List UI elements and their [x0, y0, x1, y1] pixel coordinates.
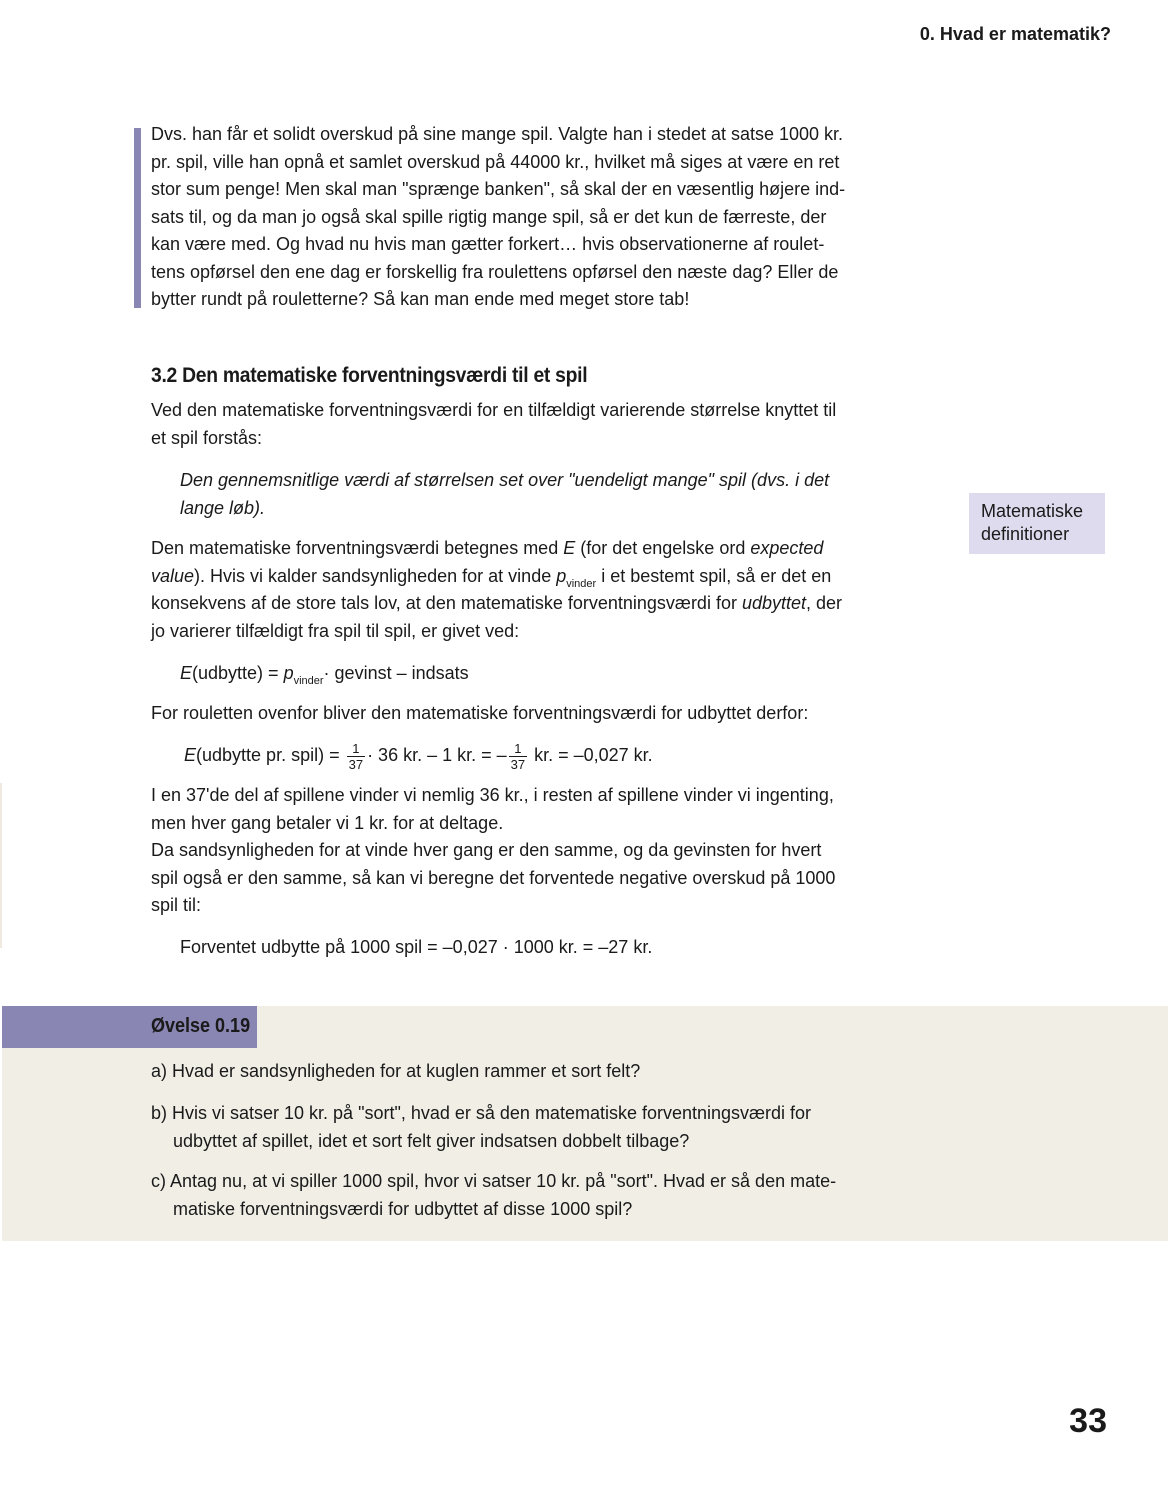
text-line: men hver gang betaler vi 1 kr. for at deltage. [151, 812, 504, 833]
fraction: $\frac{1}{37}$ [510, 740, 526, 772]
lead-paragraph [151, 397, 911, 452]
sidebox-line: definitioner [981, 524, 1070, 544]
text-line: udbyttet af spillet, idet et sort felt giver indsatsen dobbelt tilbage? [173, 1130, 690, 1151]
chapter-header: 0. Hvad er matematik? [919, 24, 1111, 44]
margin-line [0, 783, 2, 948]
text-line: Den matematiske forventningsværdi betegnes med E (for det engelske ord expected [151, 538, 824, 558]
sidebox-line: Matematiske [981, 501, 1084, 521]
text-line: lange løb). [180, 497, 266, 518]
intro-paragraph [151, 121, 911, 314]
text-line: jo varierer tilfældigt fra spil til spil, er givet ved: [151, 620, 520, 641]
formula-expected-value: E(udbytte) = $p_{vinder}\cdot$ gevinst – indsats [180, 663, 469, 687]
text-line: Da sandsynligheden for at vinde hver gang er den samme, og da gevinsten for hvert [151, 840, 822, 860]
definition-paragraph [151, 535, 911, 645]
text-line: b) Hvis vi satser 10 kr. på "sort", hvad er så den matematiske forventningsværdi for [151, 1103, 812, 1123]
definition-text [180, 467, 829, 522]
text-line: konsekvens af de store tals lov, at den matematiske forventningsværdi for udbyttet, der [151, 593, 843, 613]
text-line: Den gennemsnitlige værdi af størrelsen set over "uendeligt mange" spil (dvs. i det [180, 470, 830, 490]
text-line: spil også er den samme, så kan vi beregne det forventede negative overskud på 1000 [151, 867, 836, 888]
text-line: pr. spil, ville han opnå et samlet overskud på 44000 kr., hvilket må siges at være en ret [151, 151, 840, 172]
text-line: Ved den matematiske forventningsværdi for en tilfældigt varierende størrelse knyttet til [151, 400, 837, 420]
text-line: stor sum penge! Men skal man "sprænge banken", så skal der en væsentlig højere ind- [151, 179, 846, 199]
text-line: Dvs. han får et solidt overskud på sine mange spil. Valgte han i stedet at satse 1000 kr. [151, 124, 844, 144]
text-line: spil til: [151, 895, 202, 915]
text-line: sats til, og da man jo også skal spille rigtig mange spil, så er det kun de færreste, der [151, 206, 827, 227]
exercise-title: Øvelse 0.19 [151, 1015, 251, 1037]
definitions-sidebox [969, 493, 1105, 554]
text-line: c) Antag nu, at vi spiller 1000 spil, hvor vi satser 10 kr. på "sort". Hvad er så den mate- [151, 1171, 837, 1191]
text-line: et spil forstås: [151, 427, 263, 448]
formula-roulette: E(udbytte pr. spil) = $\frac{1}{37}$ · 36 kr. – 1 kr. = – $\frac{1}{37}$ kr. = –0,027 kr. [184, 740, 653, 772]
text-line: bytter rundt på rouletterne? Så kan man ende med meget store tab! [151, 289, 690, 309]
exercise-item-b [151, 1100, 911, 1155]
roulette-paragraph: For rouletten ovenfor bliver den matematiske forventningsværdi for udbyttet derfor: [151, 703, 809, 723]
section-title: 3.2 Den matematiske forventningsværdi til et spil [151, 364, 588, 387]
text-line: matiske forventningsværdi for udbyttet af disse 1000 spil? [173, 1198, 633, 1219]
exercise-box [2, 1006, 1168, 1241]
quote-bar [134, 128, 141, 308]
exercise-item-c [151, 1168, 911, 1223]
text-line: kan være med. Og hvad nu hvis man gætter forkert… hvis observationerne af roulet- [151, 234, 825, 254]
exercise-item-a: a) Hvad er sandsynligheden for at kuglen rammer et sort felt? [151, 1061, 641, 1081]
explanation-paragraph [151, 782, 911, 920]
text-line: value). Hvis vi kalder sandsynligheden for at vinde $p_{vinder}$ i et bestemt spil, så er det en [151, 565, 832, 590]
text-line: tens opførsel den ene dag er forskellig fra roulettens opførsel den næste dag? Eller de [151, 261, 839, 282]
fraction: $\frac{1}{37}$ [348, 740, 364, 772]
formula-1000-games: Forventet udbytte på 1000 spil = –0,027 · 1000 kr. = –27 kr. [180, 937, 653, 957]
text-line: I en 37'de del af spillene vinder vi nemlig 36 kr., i resten af spillene vinder vi ingenting, [151, 785, 834, 805]
page-number: 33 [1069, 1402, 1107, 1440]
